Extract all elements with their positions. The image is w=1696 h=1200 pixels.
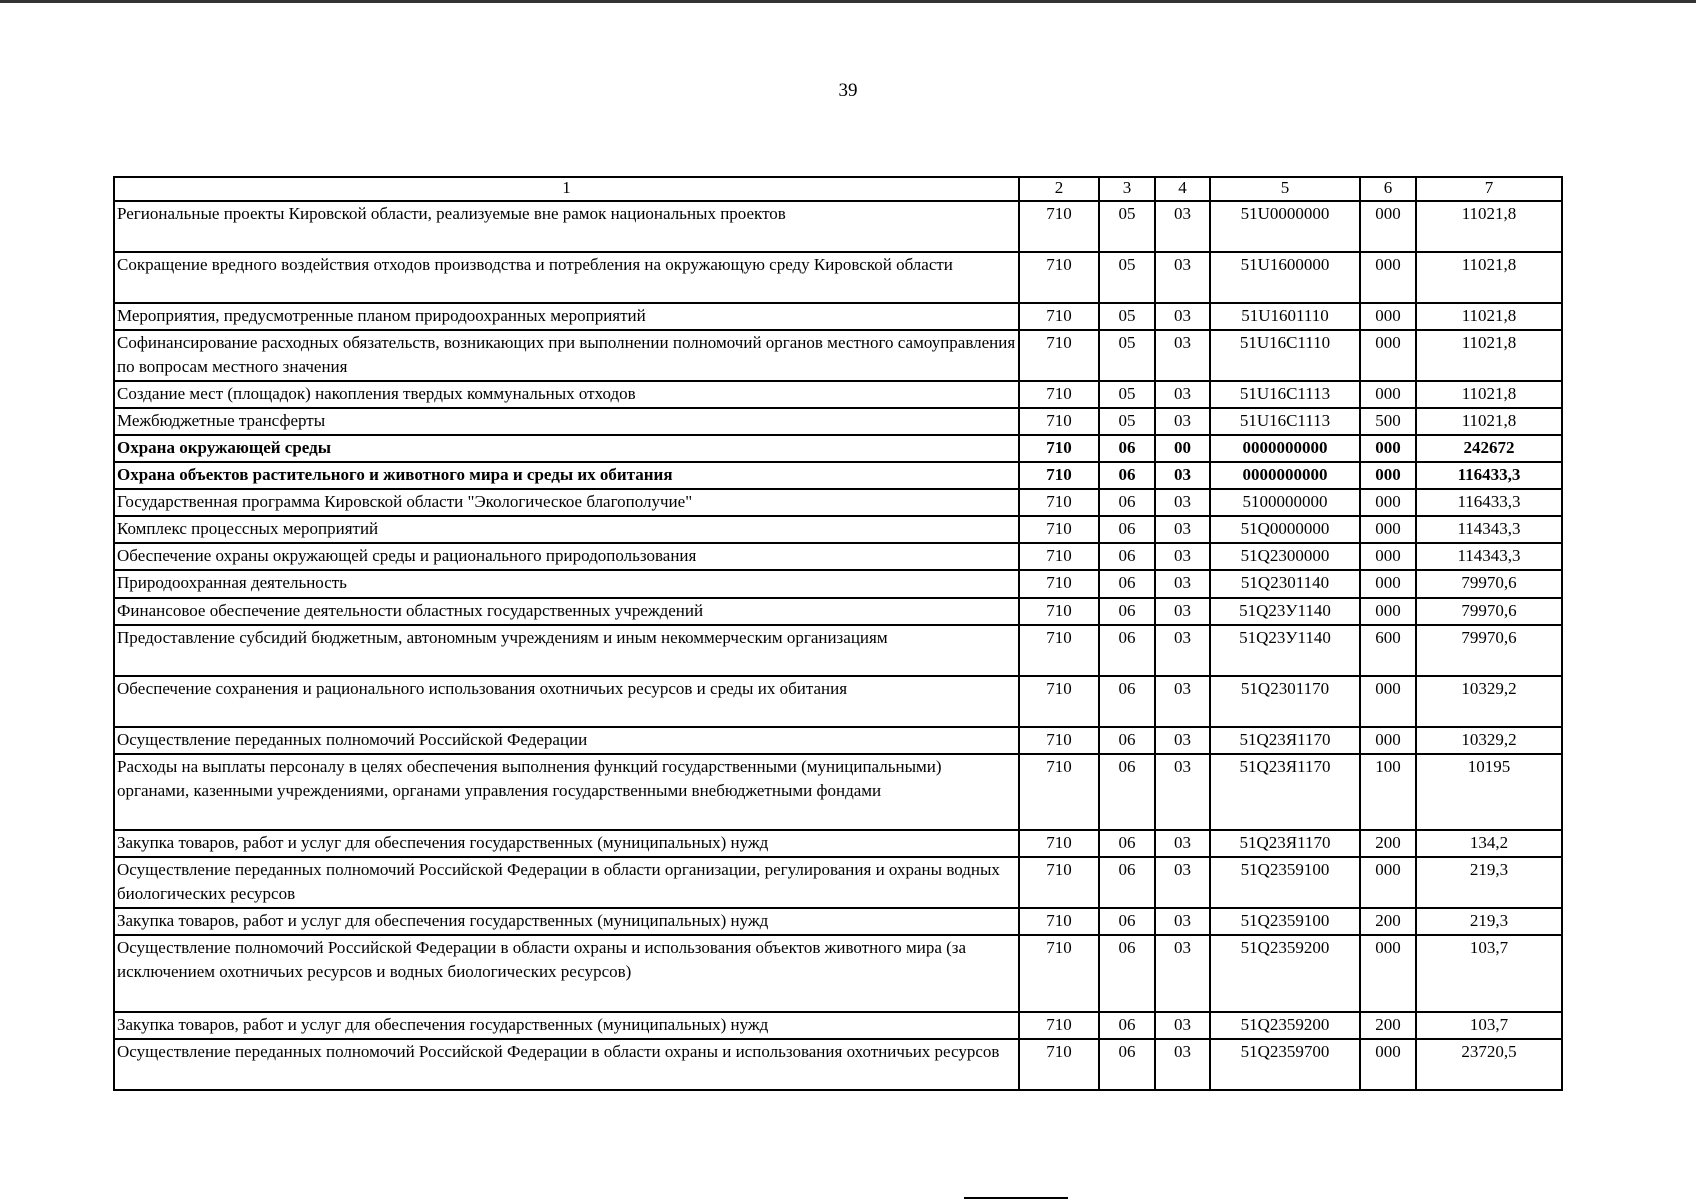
target-article-cell: 51Q2300000 — [1210, 543, 1360, 570]
target-article-cell: 51Q23Я1170 — [1210, 830, 1360, 857]
column-header: 3 — [1099, 177, 1155, 201]
target-article-cell: 51Q2359100 — [1210, 908, 1360, 935]
row-name-cell: Создание мест (площадок) накопления твердых коммунальных отходов — [114, 381, 1019, 408]
row-name-cell: Сокращение вредного воздействия отходов производства и потребления на окружающую среду Кировской области — [114, 252, 1019, 303]
section-cell: 05 — [1099, 330, 1155, 381]
row-name-cell: Закупка товаров, работ и услуг для обеспечения государственных (муниципальных) нужд — [114, 830, 1019, 857]
ministry-code-cell: 710 — [1019, 201, 1099, 252]
section-cell: 06 — [1099, 543, 1155, 570]
expense-type-cell: 000 — [1360, 676, 1416, 727]
amount-cell: 114343,3 — [1416, 516, 1562, 543]
ministry-code-cell: 710 — [1019, 908, 1099, 935]
row-name-cell: Осуществление полномочий Российской Федерации в области охраны и использования объектов животного мира (за исключением охотничьих ресурсов и водных биологических ресурсов) — [114, 935, 1019, 1012]
table-row — [114, 727, 1562, 754]
column-header: 5 — [1210, 177, 1360, 201]
expense-type-cell: 000 — [1360, 435, 1416, 462]
subsection-cell: 03 — [1155, 381, 1210, 408]
section-cell: 06 — [1099, 462, 1155, 489]
target-article-cell: 51U1600000 — [1210, 252, 1360, 303]
subsection-cell: 03 — [1155, 516, 1210, 543]
section-cell: 06 — [1099, 598, 1155, 625]
section-cell: 06 — [1099, 1039, 1155, 1090]
amount-cell: 134,2 — [1416, 830, 1562, 857]
row-name-cell: Осуществление переданных полномочий Российской Федерации — [114, 727, 1019, 754]
target-article-cell: 51Q2301170 — [1210, 676, 1360, 727]
column-header: 6 — [1360, 177, 1416, 201]
amount-cell: 11021,8 — [1416, 381, 1562, 408]
row-name-cell: Закупка товаров, работ и услуг для обеспечения государственных (муниципальных) нужд — [114, 908, 1019, 935]
target-article-cell: 51U16C1110 — [1210, 330, 1360, 381]
expense-type-cell: 000 — [1360, 330, 1416, 381]
subsection-cell: 03 — [1155, 598, 1210, 625]
expense-type-cell: 000 — [1360, 598, 1416, 625]
row-name-cell: Межбюджетные трансферты — [114, 408, 1019, 435]
subsection-cell: 00 — [1155, 435, 1210, 462]
target-article-cell: 51U16C1113 — [1210, 408, 1360, 435]
expense-type-cell: 000 — [1360, 935, 1416, 1012]
ministry-code-cell: 710 — [1019, 754, 1099, 830]
table-row — [114, 516, 1562, 543]
expense-type-cell: 000 — [1360, 570, 1416, 598]
amount-cell: 103,7 — [1416, 935, 1562, 1012]
amount-cell: 219,3 — [1416, 908, 1562, 935]
row-name-cell: Комплекс процессных мероприятий — [114, 516, 1019, 543]
subsection-cell: 03 — [1155, 830, 1210, 857]
column-header: 2 — [1019, 177, 1099, 201]
section-cell: 06 — [1099, 570, 1155, 598]
target-article-cell: 5100000000 — [1210, 489, 1360, 516]
ministry-code-cell: 710 — [1019, 570, 1099, 598]
amount-cell: 103,7 — [1416, 1012, 1562, 1039]
table-row — [114, 1012, 1562, 1039]
amount-cell: 114343,3 — [1416, 543, 1562, 570]
subsection-cell: 03 — [1155, 489, 1210, 516]
subsection-cell: 03 — [1155, 201, 1210, 252]
ministry-code-cell: 710 — [1019, 381, 1099, 408]
amount-cell: 116433,3 — [1416, 489, 1562, 516]
column-header: 4 — [1155, 177, 1210, 201]
column-header: 1 — [114, 177, 1019, 201]
section-cell: 06 — [1099, 754, 1155, 830]
subsection-cell: 03 — [1155, 908, 1210, 935]
table-row — [114, 489, 1562, 516]
target-article-cell: 51U0000000 — [1210, 201, 1360, 252]
row-name-cell: Региональные проекты Кировской области, реализуемые вне рамок национальных проектов — [114, 201, 1019, 252]
amount-cell: 10195 — [1416, 754, 1562, 830]
row-name-cell: Осуществление переданных полномочий Российской Федерации в области охраны и использования охотничьих ресурсов — [114, 1039, 1019, 1090]
expense-type-cell: 000 — [1360, 303, 1416, 330]
column-header: 7 — [1416, 177, 1562, 201]
table-row — [114, 754, 1562, 830]
section-cell: 06 — [1099, 676, 1155, 727]
subsection-cell: 03 — [1155, 303, 1210, 330]
row-name-cell: Охрана объектов растительного и животного мира и среды их обитания — [114, 462, 1019, 489]
ministry-code-cell: 710 — [1019, 408, 1099, 435]
row-name-cell: Предоставление субсидий бюджетным, автономным учреждениям и иным некоммерческим организациям — [114, 625, 1019, 676]
amount-cell: 23720,5 — [1416, 1039, 1562, 1090]
ministry-code-cell: 710 — [1019, 462, 1099, 489]
expense-type-cell: 000 — [1360, 1039, 1416, 1090]
table-row — [114, 625, 1562, 676]
table-row — [114, 330, 1562, 381]
row-name-cell: Мероприятия, предусмотренные планом природоохранных мероприятий — [114, 303, 1019, 330]
table-row — [114, 408, 1562, 435]
target-article-cell: 51Q23Я1170 — [1210, 754, 1360, 830]
expense-type-cell: 000 — [1360, 201, 1416, 252]
table-row — [114, 857, 1562, 908]
table-row — [114, 201, 1562, 252]
expense-type-cell: 000 — [1360, 727, 1416, 754]
ministry-code-cell: 710 — [1019, 489, 1099, 516]
ministry-code-cell: 710 — [1019, 435, 1099, 462]
target-article-cell: 0000000000 — [1210, 435, 1360, 462]
page-number: 39 — [838, 80, 858, 101]
table-body — [114, 201, 1562, 1090]
target-article-cell: 51U1601110 — [1210, 303, 1360, 330]
section-cell: 06 — [1099, 830, 1155, 857]
ministry-code-cell: 710 — [1019, 516, 1099, 543]
expense-type-cell: 500 — [1360, 408, 1416, 435]
subsection-cell: 03 — [1155, 1012, 1210, 1039]
subsection-cell: 03 — [1155, 935, 1210, 1012]
subsection-cell: 03 — [1155, 543, 1210, 570]
section-cell: 06 — [1099, 857, 1155, 908]
row-name-cell: Софинансирование расходных обязательств, возникающих при выполнении полномочий органов местного самоуправления по вопросам местного значения — [114, 330, 1019, 381]
section-cell: 06 — [1099, 1012, 1155, 1039]
amount-cell: 10329,2 — [1416, 676, 1562, 727]
target-article-cell: 51Q2359100 — [1210, 857, 1360, 908]
amount-cell: 11021,8 — [1416, 252, 1562, 303]
table-row — [114, 935, 1562, 1012]
section-cell: 06 — [1099, 908, 1155, 935]
table-row — [114, 570, 1562, 598]
amount-cell: 79970,6 — [1416, 625, 1562, 676]
section-cell: 06 — [1099, 489, 1155, 516]
table-row — [114, 381, 1562, 408]
target-article-cell: 51Q23У1140 — [1210, 598, 1360, 625]
expense-type-cell: 000 — [1360, 543, 1416, 570]
subsection-cell: 03 — [1155, 727, 1210, 754]
expense-type-cell: 200 — [1360, 908, 1416, 935]
target-article-cell: 51Q0000000 — [1210, 516, 1360, 543]
row-name-cell: Обеспечение сохранения и рационального использования охотничьих ресурсов и среды их обитания — [114, 676, 1019, 727]
subsection-cell: 03 — [1155, 408, 1210, 435]
section-cell: 06 — [1099, 935, 1155, 1012]
ministry-code-cell: 710 — [1019, 676, 1099, 727]
row-name-cell: Финансовое обеспечение деятельности областных государственных учреждений — [114, 598, 1019, 625]
section-cell: 05 — [1099, 381, 1155, 408]
target-article-cell: 51Q2301140 — [1210, 570, 1360, 598]
expense-type-cell: 000 — [1360, 516, 1416, 543]
target-article-cell: 0000000000 — [1210, 462, 1360, 489]
expense-type-cell: 000 — [1360, 489, 1416, 516]
expense-type-cell: 200 — [1360, 1012, 1416, 1039]
amount-cell: 10329,2 — [1416, 727, 1562, 754]
section-cell: 06 — [1099, 516, 1155, 543]
subsection-cell: 03 — [1155, 1039, 1210, 1090]
amount-cell: 11021,8 — [1416, 303, 1562, 330]
table-row — [114, 543, 1562, 570]
subsection-cell: 03 — [1155, 676, 1210, 727]
amount-cell: 219,3 — [1416, 857, 1562, 908]
table-row — [114, 252, 1562, 303]
section-cell: 05 — [1099, 252, 1155, 303]
section-cell: 06 — [1099, 727, 1155, 754]
section-cell: 05 — [1099, 303, 1155, 330]
amount-cell: 11021,8 — [1416, 201, 1562, 252]
row-name-cell: Охрана окружающей среды — [114, 435, 1019, 462]
subsection-cell: 03 — [1155, 252, 1210, 303]
subsection-cell: 03 — [1155, 754, 1210, 830]
table-row — [114, 598, 1562, 625]
bottom-mark — [964, 1197, 1068, 1199]
row-name-cell: Природоохранная деятельность — [114, 570, 1019, 598]
target-article-cell: 51Q23Я1170 — [1210, 727, 1360, 754]
table-row — [114, 676, 1562, 727]
ministry-code-cell: 710 — [1019, 625, 1099, 676]
budget-table — [113, 176, 1563, 1091]
table-row — [114, 908, 1562, 935]
ministry-code-cell: 710 — [1019, 1039, 1099, 1090]
expense-type-cell: 200 — [1360, 830, 1416, 857]
table-row — [114, 435, 1562, 462]
target-article-cell: 51U16C1113 — [1210, 381, 1360, 408]
row-name-cell: Расходы на выплаты персоналу в целях обеспечения выполнения функций государственными (муниципальными) органами, казенными учреждениями, органами управления государственными внебюджетными фондами — [114, 754, 1019, 830]
target-article-cell: 51Q2359200 — [1210, 1012, 1360, 1039]
ministry-code-cell: 710 — [1019, 830, 1099, 857]
amount-cell: 11021,8 — [1416, 330, 1562, 381]
target-article-cell: 51Q2359200 — [1210, 935, 1360, 1012]
expense-type-cell: 600 — [1360, 625, 1416, 676]
amount-cell: 242672 — [1416, 435, 1562, 462]
table-row — [114, 303, 1562, 330]
section-cell: 05 — [1099, 201, 1155, 252]
row-name-cell: Осуществление переданных полномочий Российской Федерации в области организации, регулирования и охраны водных биологических ресурсов — [114, 857, 1019, 908]
row-name-cell: Обеспечение охраны окружающей среды и рационального природопользования — [114, 543, 1019, 570]
ministry-code-cell: 710 — [1019, 727, 1099, 754]
ministry-code-cell: 710 — [1019, 935, 1099, 1012]
amount-cell: 11021,8 — [1416, 408, 1562, 435]
section-cell: 06 — [1099, 625, 1155, 676]
section-cell: 05 — [1099, 408, 1155, 435]
subsection-cell: 03 — [1155, 330, 1210, 381]
ministry-code-cell: 710 — [1019, 1012, 1099, 1039]
table-row — [114, 462, 1562, 489]
column-number-row — [114, 177, 1562, 201]
ministry-code-cell: 710 — [1019, 598, 1099, 625]
page-top-edge — [0, 0, 1696, 3]
table-row — [114, 1039, 1562, 1090]
subsection-cell: 03 — [1155, 570, 1210, 598]
ministry-code-cell: 710 — [1019, 857, 1099, 908]
amount-cell: 79970,6 — [1416, 598, 1562, 625]
ministry-code-cell: 710 — [1019, 303, 1099, 330]
amount-cell: 116433,3 — [1416, 462, 1562, 489]
ministry-code-cell: 710 — [1019, 543, 1099, 570]
row-name-cell: Государственная программа Кировской области "Экологическое благополучие" — [114, 489, 1019, 516]
ministry-code-cell: 710 — [1019, 252, 1099, 303]
section-cell: 06 — [1099, 435, 1155, 462]
expense-type-cell: 000 — [1360, 857, 1416, 908]
expense-type-cell: 000 — [1360, 462, 1416, 489]
table-row — [114, 830, 1562, 857]
subsection-cell: 03 — [1155, 462, 1210, 489]
subsection-cell: 03 — [1155, 625, 1210, 676]
expense-type-cell: 100 — [1360, 754, 1416, 830]
row-name-cell: Закупка товаров, работ и услуг для обеспечения государственных (муниципальных) нужд — [114, 1012, 1019, 1039]
subsection-cell: 03 — [1155, 857, 1210, 908]
target-article-cell: 51Q2359700 — [1210, 1039, 1360, 1090]
ministry-code-cell: 710 — [1019, 330, 1099, 381]
expense-type-cell: 000 — [1360, 252, 1416, 303]
expense-type-cell: 000 — [1360, 381, 1416, 408]
target-article-cell: 51Q23У1140 — [1210, 625, 1360, 676]
amount-cell: 79970,6 — [1416, 570, 1562, 598]
